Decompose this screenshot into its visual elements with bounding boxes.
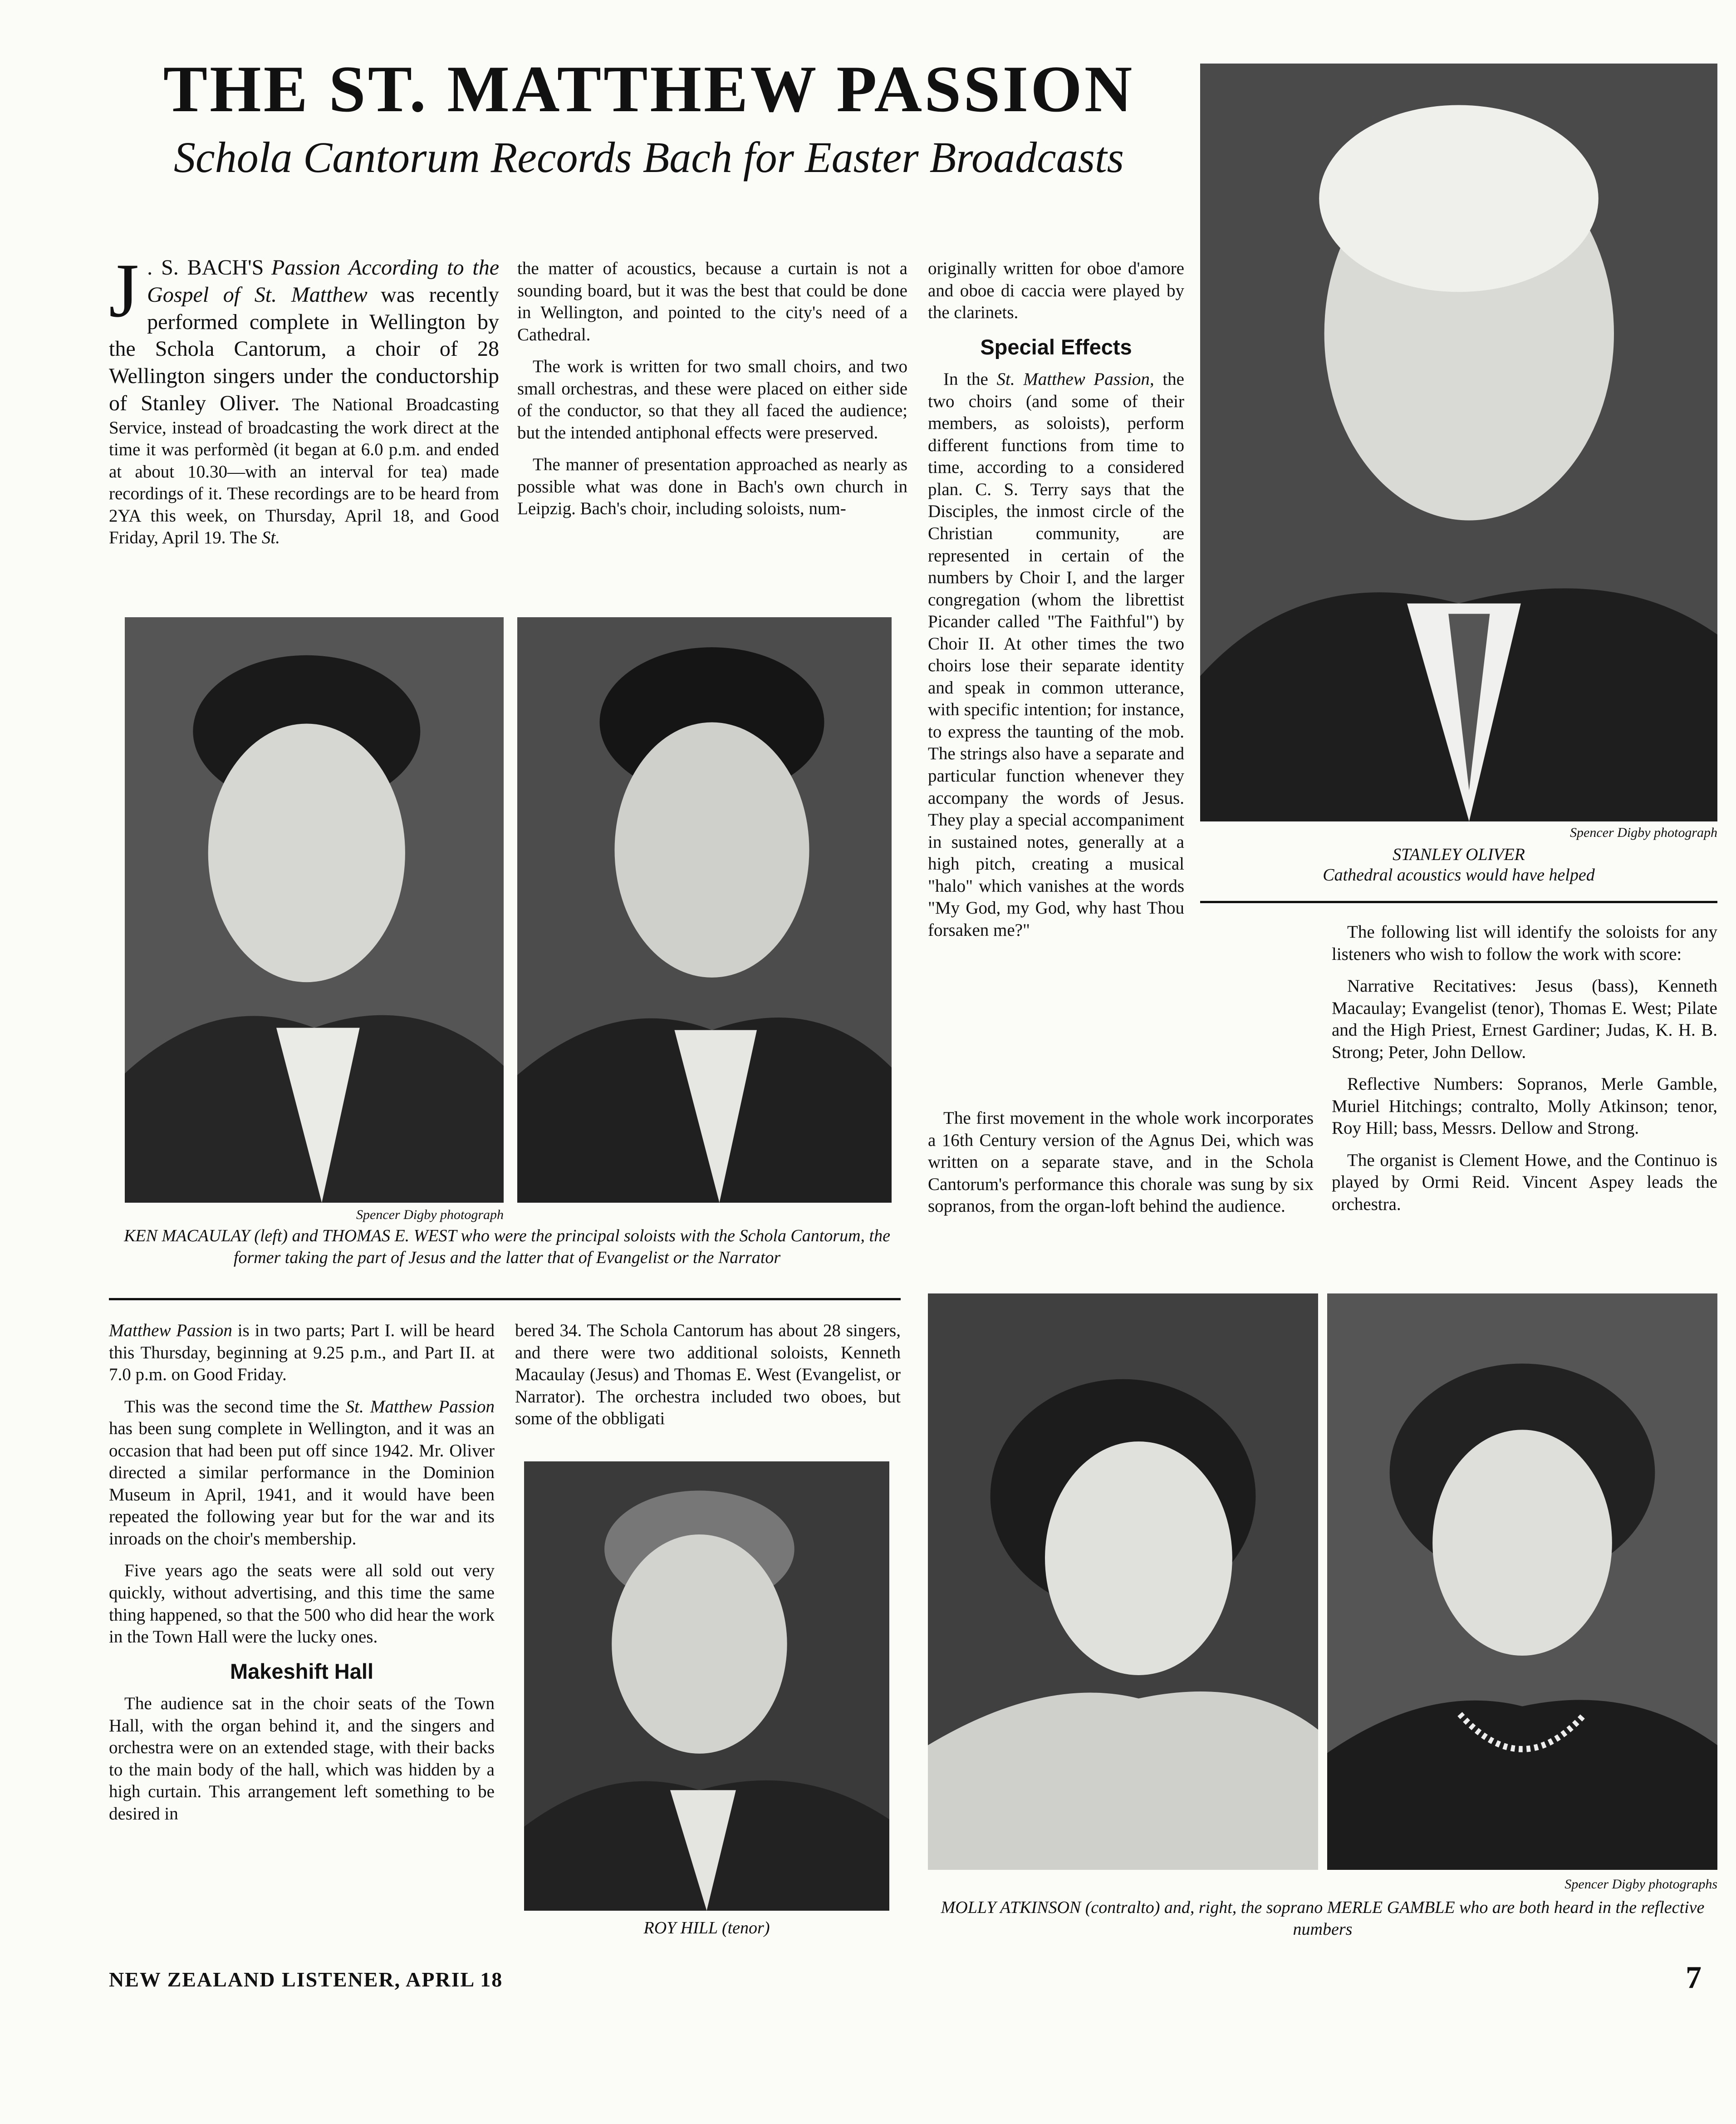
article-col-3-continued xyxy=(928,1107,1314,1228)
ken-macaulay-photo xyxy=(125,617,504,1203)
portrait-woman-icon xyxy=(928,1293,1318,1870)
portrait-woman-icon xyxy=(1327,1293,1717,1870)
thomas-west-photo xyxy=(517,617,892,1203)
merle-gamble-photo xyxy=(1327,1293,1717,1870)
article-col-2 xyxy=(517,258,907,530)
article-paragraph: The audience sat in the choir seats of the Town Hall, with the organ behind it, and the singers and orchestra were on an extended stage, with their backs to the main body of the hall, which was hidden by a high curtain. This arrangement left something to be desired in xyxy=(109,1694,495,1824)
article-paragraph: The manner of presentation approached as nearly as possible what was done in Bach's own church in Leipzig. Bach's choir, including soloists, num- xyxy=(517,455,907,519)
photo-credit: Spencer Digby photographs xyxy=(1564,1877,1717,1892)
portrait-man-icon xyxy=(125,617,504,1203)
article-paragraph: originally written for oboe d'amore and oboe di caccia were played by the clarinets. xyxy=(928,259,1184,323)
article-col-5 xyxy=(109,1320,495,1835)
article-paragraph: Five years ago the seats were all sold out very quickly, without advertising, and this time the same thing happened, so that the 500 who did hear the work in the Town Hall were the lucky ones. xyxy=(109,1561,495,1647)
portrait-man-icon xyxy=(524,1461,889,1911)
article-paragraph: The following list will identify the soloists for any listeners who wish to follow the work with score: xyxy=(1332,922,1717,964)
photo-caption: Cathedral acoustics would have helped xyxy=(1323,865,1595,885)
article-paragraph: Reflective Numbers: Sopranos, Merle Gamble, Muriel Hitchings; contralto, Molly Atkinson; tenor, Roy Hill; bass, Messrs. Dellow and Strong. xyxy=(1332,1074,1717,1138)
article-col-3 xyxy=(928,258,1184,951)
photo-credit: Spencer Digby photograph xyxy=(356,1207,504,1222)
divider-rule xyxy=(1200,901,1717,903)
article-paragraph: Matthew Passion is in two parts; Part I. will be heard this Thursday, beginning at 9.25 p.m., and Part II. at 7.0 p.m. on Good Friday. xyxy=(109,1321,495,1385)
article-col-4 xyxy=(1332,921,1717,1226)
article-paragraph: The work is written for two small choirs, and two small orchestras, and these were placed on either side of the conductor, so that they all faced the audience; but the intended antiphonal effects were preserved. xyxy=(517,357,907,442)
photo-caption: ROY HILL (tenor) xyxy=(643,1918,770,1937)
roy-hill-photo xyxy=(524,1461,889,1911)
page-title: THE ST. MATTHEW PASSION xyxy=(163,52,1135,126)
photo-caption: KEN MACAULAY (left) and THOMAS E. WEST who were the principal soloists with the Schola Cantorum, the former taking the part of Jesus and the latter that of Evangelist or the Narrator xyxy=(124,1226,890,1267)
article-paragraph: The organist is Clement Howe, and the Continuo is played by Ormi Reid. Vincent Aspey leads the orchestra. xyxy=(1332,1150,1717,1214)
article-paragraph: This was the second time the St. Matthew Passion has been sung complete in Wellington, and it was an occasion that had been put off since 1942. Mr. Oliver directed a similar performance in the Dominion Museum in April, 1941, and it would have been repeated the following year but for the war and its inroads on the choir's membership. xyxy=(109,1396,495,1549)
drop-cap: J xyxy=(109,248,139,333)
article-paragraph: the matter of acoustics, because a curtain is not a sounding board, but it was the best that could be done in Wellington, and pointed to the city's need of a Cathedral. xyxy=(517,259,907,344)
article-col-1 xyxy=(109,248,500,559)
photo-caption-title: STANLEY OLIVER xyxy=(1393,845,1525,864)
stanley-oliver-photo xyxy=(1200,64,1717,821)
photo-caption: MOLLY ATKINSON (contralto) and, right, the soprano MERLE GAMBLE who are both heard in the reflective numbers xyxy=(941,1898,1705,1939)
portrait-man-icon xyxy=(517,617,892,1203)
divider-rule xyxy=(109,1298,901,1300)
article-paragraph: J . S. BACH'S Passion According to the Gospel of St. Matthew was recently performed complete in Wellington by the Schola Cantorum, a choir of 28 Wellington singers under the conductorship of Stanley Oliver. The National Broadcasting Service, instead of broadcasting the work direct at the time it was performèd (it began at 6.0 p.m. and ended at about 10.30—with an interval for tea) made recordings of it. These recordings are to be heard from 2YA this week, on Thursday, April 18, and Good Friday, April 19. The St. xyxy=(109,248,500,548)
article-paragraph: In the St. Matthew Passion, the two choirs (and some of their members, as soloists), perform different functions from time to time, according to a considered plan. C. S. Terry says that the Disciples, the inmost circle of the Christian community, are represented in certain of the numbers by Choir I, and the larger congregation (whom the librettist Picander called "The Faithful") by Choir II. At other times the two choirs lose their separate identity and speak in common utterance, with specific intention; for instance, to express the taunting of the mob. The strings also have a separate and particular function whenever they accompany the words of Jesus. They play a special accompaniment in sustained notes, generally at a high pitch, creating a musical "halo" which vanishes at the words "My God, my God, why hast Thou forsaken me?" xyxy=(928,369,1184,940)
section-subhead: Special Effects xyxy=(980,334,1132,359)
article-paragraph: bered 34. The Schola Cantorum has about 28 singers, and there were two additional soloists, Kenneth Macaulay (Jesus) and Thomas E. West (Evangelist, or Narrator). The orchestra included two oboes, but some of the obbligati xyxy=(515,1321,901,1429)
molly-atkinson-photo xyxy=(928,1293,1318,1870)
article-paragraph: Narrative Recitatives: Jesus (bass), Kenneth Macaulay; Evangelist (tenor), Thomas E. West; Pilate and the High Priest, Ernest Gardiner; Judas, K. H. B. Strong; Peter, John Dellow. xyxy=(1332,976,1717,1062)
section-subhead: Makeshift Hall xyxy=(230,1659,374,1683)
publication-footer: NEW ZEALAND LISTENER, APRIL 18 xyxy=(109,1968,503,1991)
page-subtitle: Schola Cantorum Records Bach for Easter Broadcasts xyxy=(173,133,1124,182)
article-paragraph: The first movement in the whole work incorporates a 16th Century version of the Agnus Dei, which was written on a separate stave, and in the Schola Cantorum's performance this chorale was sung by six sopranos, from the organ-loft behind the audience. xyxy=(928,1108,1314,1216)
photo-credit: Spencer Digby photograph xyxy=(1570,825,1717,840)
portrait-man-icon xyxy=(1200,64,1717,821)
page-number: 7 xyxy=(1686,1960,1702,1995)
article-col-6 xyxy=(515,1320,901,1440)
